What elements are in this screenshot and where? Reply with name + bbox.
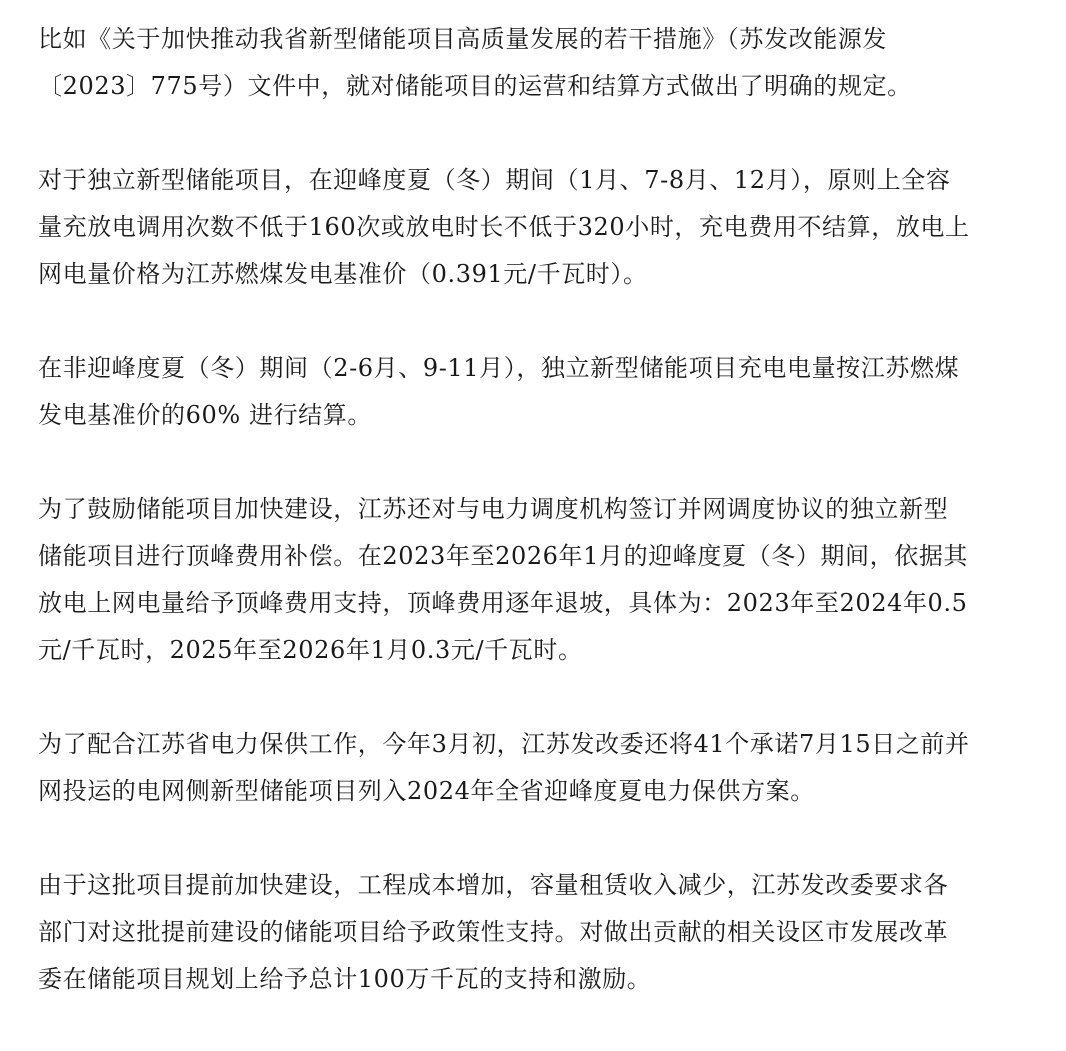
- paragraph-policy-support: [38, 862, 1048, 1003]
- text-line: 网投运的电网侧新型储能项目列入2024年全省迎峰度夏电力保供方案。: [38, 777, 815, 805]
- text-line: 发电基准价的60% 进行结算。: [38, 401, 372, 429]
- paragraph-supply-guarantee: [38, 721, 1048, 815]
- paragraph-peak-compensation: [38, 486, 1048, 674]
- paragraph-policy-document: [38, 16, 1048, 110]
- paragraph-peak-period-pricing: [38, 157, 1048, 298]
- text-line: 网电量价格为江苏燃煤发电基准价（0.391元/千瓦时）。: [38, 260, 648, 288]
- text-line: 委在储能项目规划上给予总计100万千瓦的支持和激励。: [38, 965, 652, 993]
- text-line: 比如《关于加快推动我省新型储能项目高质量发展的若干措施》（苏发改能源发: [38, 25, 887, 53]
- article-body: [38, 16, 1048, 1050]
- text-line: 为了配合江苏省电力保供工作，今年3月初，江苏发改委还将41个承诺7月15日之前并: [38, 730, 970, 758]
- text-line: 储能项目进行顶峰费用补偿。在2023年至2026年1月的迎峰度夏（冬）期间，依据其: [38, 542, 969, 570]
- text-line: 量充放电调用次数不低于160次或放电时长不低于320小时，充电费用不结算，放电上: [38, 213, 970, 241]
- text-line: 放电上网电量给予顶峰费用支持，顶峰费用逐年退坡，具体为：2023年至2024年0.5: [38, 589, 968, 617]
- text-line: 为了鼓励储能项目加快建设，江苏还对与电力调度机构签订并网调度协议的独立新型: [38, 495, 949, 523]
- text-line: 元/千瓦时，2025年至2026年1月0.3元/千瓦时。: [38, 636, 583, 664]
- paragraph-off-peak-settlement: [38, 345, 1048, 439]
- text-line: 由于这批项目提前加快建设，工程成本增加，容量租赁收入减少，江苏发改委要求各: [38, 871, 949, 899]
- text-line: 部门对这批提前建设的储能项目给予政策性支持。对做出贡献的相关设区市发展改革: [38, 918, 949, 946]
- text-line: 对于独立新型储能项目，在迎峰度夏（冬）期间（1月、7-8月、12月），原则上全容: [38, 166, 951, 194]
- text-line: 在非迎峰度夏（冬）期间（2-6月、9-11月），独立新型储能项目充电电量按江苏燃煤: [38, 354, 960, 382]
- text-line: 〔2023〕775号）文件中，就对储能项目的运营和结算方式做出了明确的规定。: [38, 72, 912, 100]
